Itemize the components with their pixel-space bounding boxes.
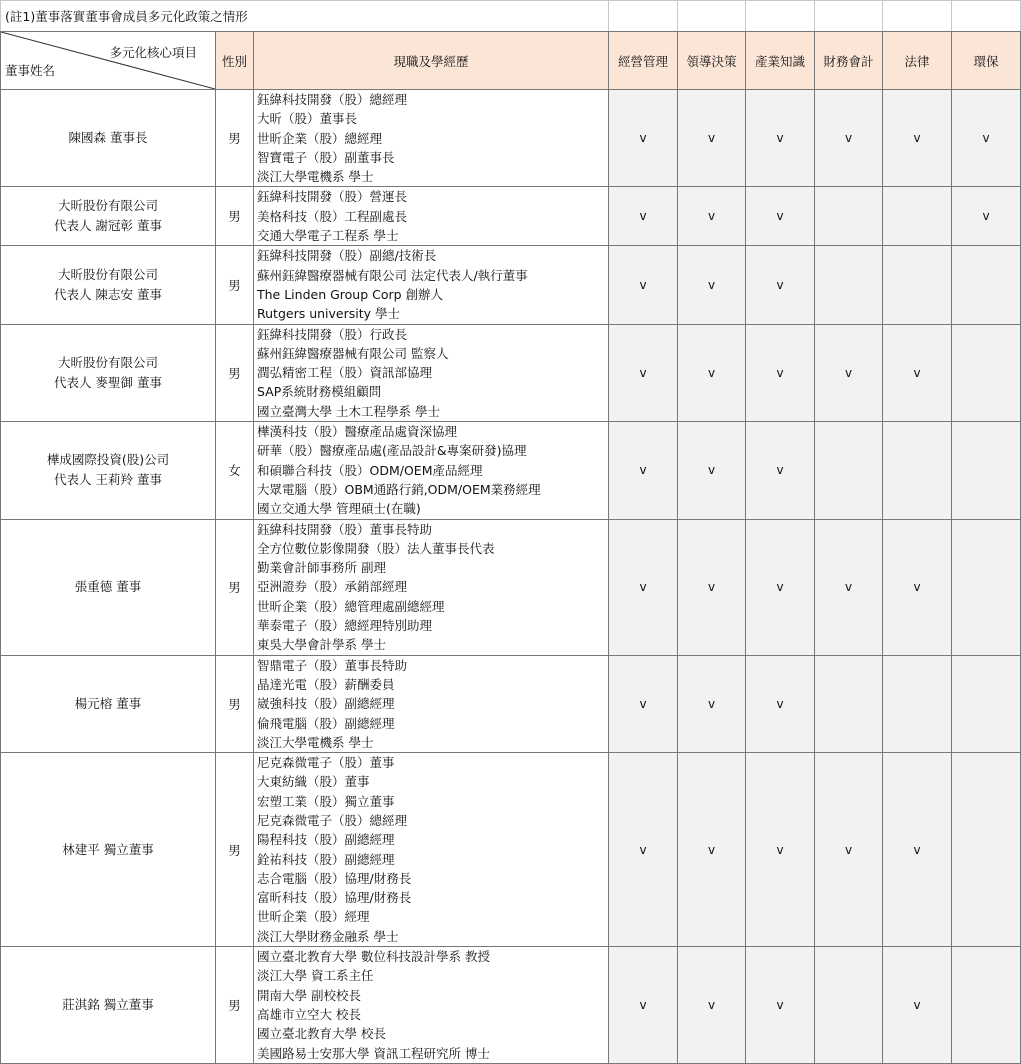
- experience-line: 淡江大學電機系 學士: [257, 169, 374, 185]
- experience-line: 大昕（股）董事長: [257, 111, 358, 127]
- experience-line: 交通大學電子工程系 學士: [257, 228, 399, 244]
- experience-line: 晶達光電（股）薪酬委員: [257, 676, 395, 692]
- table-row: [1, 753, 1021, 947]
- director-name-line: 莊淇銘 獨立董事: [62, 996, 154, 1012]
- skill-mark-industry: v: [746, 246, 815, 324]
- skill-mark-environment: [952, 246, 1021, 324]
- skill-header-law: 法律: [883, 32, 952, 90]
- empty-cell: [609, 1, 678, 32]
- skill-mark-law: [883, 187, 952, 246]
- experience-line: 淡江大學 資工系主任: [257, 968, 374, 984]
- skill-mark-law: [883, 655, 952, 752]
- skill-mark-industry: v: [746, 947, 815, 1064]
- experience-line: SAP系統財務模組顧問: [257, 384, 382, 400]
- director-gender: 男: [216, 187, 254, 246]
- experience-line: 研華（股）醫療產品處(產品設計&專案研發)協理: [257, 443, 527, 459]
- skill-mark-leadership: v: [678, 519, 746, 655]
- skill-header-industry: 產業知識: [746, 32, 815, 90]
- skill-mark-finance: [815, 246, 883, 324]
- director-name: [1, 246, 216, 324]
- experience-line: 國立交通大學 管理碩士(在職): [257, 501, 421, 517]
- skill-mark-management: v: [609, 753, 678, 947]
- skill-mark-leadership: v: [678, 753, 746, 947]
- skill-mark-finance: [815, 655, 883, 752]
- director-name: [1, 947, 216, 1064]
- table-row: [1, 90, 1021, 187]
- director-name: [1, 519, 216, 655]
- experience-line: 世昕企業（股）總管理處副總經理: [257, 598, 445, 614]
- director-name: [1, 90, 216, 187]
- empty-cell: [746, 1, 815, 32]
- experience-line: 鈺緯科技開發（股）董事長特助: [257, 521, 433, 537]
- experience-line: 鈺緯科技開發（股）營運長: [257, 189, 408, 205]
- experience-line: 淡江大學電機系 學士: [257, 734, 374, 750]
- director-gender: 男: [216, 519, 254, 655]
- title-row: [1, 1, 1021, 32]
- skill-mark-management: v: [609, 187, 678, 246]
- experience-line: 銓祐科技（股）副總經理: [257, 851, 395, 867]
- skill-mark-environment: [952, 655, 1021, 752]
- director-name-line: 陳國森 董事長: [68, 130, 148, 146]
- experience-line: 宏塑工業（股）獨立董事: [257, 793, 395, 809]
- experience-line: 潤弘精密工程（股）資訊部協理: [257, 365, 433, 381]
- director-experience: [254, 422, 609, 519]
- director-gender: 男: [216, 246, 254, 324]
- skill-mark-management: v: [609, 655, 678, 752]
- diversity-items-label: 多元化核心項目: [109, 45, 197, 60]
- experience-line: 亞洲證券（股）承銷部經理: [257, 579, 408, 595]
- director-name-line: 代表人 王莉羚 董事: [54, 472, 162, 488]
- skill-mark-industry: v: [746, 422, 815, 519]
- diagonal-header-cell: [1, 32, 216, 90]
- skill-mark-industry: v: [746, 655, 815, 752]
- table-row: [1, 246, 1021, 324]
- skill-mark-industry: v: [746, 324, 815, 421]
- experience-line: 倫飛電腦（股）副總經理: [257, 715, 395, 731]
- empty-cell: [678, 1, 746, 32]
- skill-mark-law: [883, 246, 952, 324]
- director-experience: [254, 753, 609, 947]
- experience-line: 樺漢科技（股）醫療產品處資深協理: [257, 424, 458, 440]
- director-name-line: 大昕股份有限公司: [57, 198, 158, 214]
- skill-header-environment: 環保: [952, 32, 1021, 90]
- experience-line: 蘇州鈺緯醫療器械有限公司 法定代表人/執行董事: [257, 267, 528, 283]
- skill-mark-law: [883, 422, 952, 519]
- director-name-line: 大昕股份有限公司: [57, 266, 158, 282]
- director-name-line: 大昕股份有限公司: [57, 354, 158, 370]
- experience-line: 淡江大學財務金融系 學士: [257, 928, 399, 944]
- director-experience: [254, 90, 609, 187]
- skill-mark-industry: v: [746, 519, 815, 655]
- experience-line: 世昕企業（股）總經理: [257, 130, 383, 146]
- header-row: [1, 32, 1021, 90]
- director-experience: [254, 246, 609, 324]
- skill-mark-law: v: [883, 947, 952, 1064]
- director-gender: 男: [216, 947, 254, 1064]
- experience-line: Rutgers university 學士: [257, 306, 400, 322]
- experience-line: 開南大學 副校校長: [257, 987, 361, 1003]
- experience-line: 陽程科技（股）副總經理: [257, 832, 395, 848]
- skill-header-leadership: 領導決策: [678, 32, 746, 90]
- director-gender: 男: [216, 90, 254, 187]
- director-gender: 男: [216, 655, 254, 752]
- director-name-line: 林建平 獨立董事: [62, 841, 154, 857]
- director-gender: 男: [216, 753, 254, 947]
- experience-line: 和碩聯合科技（股）ODM/OEM產品經理: [257, 462, 483, 478]
- experience-line: 智寶電子（股）副董事長: [257, 149, 395, 165]
- director-gender: 女: [216, 422, 254, 519]
- director-experience: [254, 519, 609, 655]
- experience-line: 華泰電子（股）總經理特別助理: [257, 618, 433, 634]
- skill-mark-finance: v: [815, 324, 883, 421]
- table-row: [1, 947, 1021, 1064]
- skill-mark-leadership: v: [678, 422, 746, 519]
- skill-mark-management: v: [609, 422, 678, 519]
- skill-mark-management: v: [609, 324, 678, 421]
- director-experience: [254, 947, 609, 1064]
- table-row: [1, 519, 1021, 655]
- director-experience: [254, 324, 609, 421]
- experience-line: 鈺緯科技開發（股）副總/技術長: [257, 248, 437, 264]
- skill-mark-leadership: v: [678, 324, 746, 421]
- experience-line: 蘇州鈺緯醫療器械有限公司 監察人: [257, 345, 449, 361]
- experience-line: 國立臺北教育大學 校長: [257, 1026, 386, 1042]
- experience-line: 國立臺北教育大學 數位科技設計學系 教授: [257, 949, 490, 965]
- experience-line: 鈺緯科技開發（股）行政長: [257, 326, 408, 342]
- director-name: [1, 324, 216, 421]
- experience-line: 大東紡織（股）董事: [257, 774, 370, 790]
- skill-mark-environment: [952, 753, 1021, 947]
- director-name: [1, 187, 216, 246]
- table-row: [1, 422, 1021, 519]
- skill-mark-management: v: [609, 90, 678, 187]
- skill-mark-environment: [952, 324, 1021, 421]
- experience-line: 尼克森微電子（股）總經理: [257, 812, 408, 828]
- empty-cell: [883, 1, 952, 32]
- experience-line: The Linden Group Corp 創辦人: [257, 286, 444, 302]
- skill-mark-industry: v: [746, 90, 815, 187]
- director-name-line: 代表人 謝冠彰 董事: [54, 218, 162, 234]
- experience-line: 崴強科技（股）副總經理: [257, 696, 395, 712]
- skill-mark-industry: v: [746, 187, 815, 246]
- experience-line: 富昕科技（股）協理/財務長: [257, 890, 412, 906]
- skill-mark-leadership: v: [678, 246, 746, 324]
- director-experience: [254, 655, 609, 752]
- experience-line: 高雄市立空大 校長: [257, 1006, 361, 1022]
- skill-mark-environment: [952, 519, 1021, 655]
- experience-line: 勤業會計師事務所 副理: [257, 560, 386, 576]
- skill-mark-law: v: [883, 324, 952, 421]
- skill-mark-leadership: v: [678, 947, 746, 1064]
- empty-cell: [952, 1, 1021, 32]
- director-name-line: 代表人 麥聖御 董事: [54, 374, 162, 390]
- table-row: [1, 324, 1021, 421]
- skill-mark-finance: [815, 947, 883, 1064]
- experience-line: 美國路易士安那大學 資訊工程研究所 博士: [257, 1045, 490, 1061]
- table-row: [1, 187, 1021, 246]
- director-name-line: 張重德 董事: [74, 579, 142, 595]
- experience-header: 現職及學經歷: [254, 32, 609, 90]
- experience-line: 東吳大學會計學系 學士: [257, 637, 386, 653]
- skill-mark-environment: v: [952, 90, 1021, 187]
- skill-mark-environment: [952, 947, 1021, 1064]
- experience-line: 大眾電腦（股）OBM通路行銷,ODM/OEM業務經理: [257, 481, 541, 497]
- table-title: (註1)董事落實董事會成員多元化政策之情形: [1, 1, 609, 32]
- director-name-line: 代表人 陳志安 董事: [54, 286, 162, 302]
- skill-mark-leadership: v: [678, 90, 746, 187]
- experience-line: 國立臺灣大學 土木工程學系 學士: [257, 403, 440, 419]
- skill-mark-industry: v: [746, 753, 815, 947]
- skill-mark-management: v: [609, 947, 678, 1064]
- director-name: [1, 422, 216, 519]
- skill-mark-finance: v: [815, 519, 883, 655]
- director-name: [1, 655, 216, 752]
- skill-mark-leadership: v: [678, 655, 746, 752]
- skill-mark-environment: [952, 422, 1021, 519]
- director-name: [1, 753, 216, 947]
- gender-header: 性別: [216, 32, 254, 90]
- skill-mark-management: v: [609, 519, 678, 655]
- experience-line: 全方位數位影像開發（股）法人董事長代表: [257, 540, 495, 556]
- experience-line: 智鼎電子（股）董事長特助: [257, 657, 408, 673]
- experience-line: 美格科技（股）工程副處長: [257, 208, 408, 224]
- skill-mark-law: v: [883, 753, 952, 947]
- director-name-line: 樺成國際投資(股)公司: [46, 452, 170, 468]
- skill-mark-finance: [815, 422, 883, 519]
- director-gender: 男: [216, 324, 254, 421]
- skill-mark-leadership: v: [678, 187, 746, 246]
- director-experience: [254, 187, 609, 246]
- director-name-label: 董事姓名: [5, 63, 56, 78]
- experience-line: 世昕企業（股）經理: [257, 909, 370, 925]
- director-name-line: 楊元榕 董事: [74, 695, 142, 711]
- experience-line: 志合電腦（股）協理/財務長: [257, 870, 412, 886]
- table-row: [1, 655, 1021, 752]
- skill-mark-finance: v: [815, 90, 883, 187]
- skill-mark-environment: v: [952, 187, 1021, 246]
- skill-mark-management: v: [609, 246, 678, 324]
- skill-header-finance: 財務會計: [815, 32, 883, 90]
- skill-mark-law: v: [883, 90, 952, 187]
- experience-line: 尼克森微電子（股）董事: [257, 755, 395, 771]
- skill-mark-finance: [815, 187, 883, 246]
- skill-mark-law: v: [883, 519, 952, 655]
- empty-cell: [815, 1, 883, 32]
- skill-mark-finance: v: [815, 753, 883, 947]
- experience-line: 鈺緯科技開發（股）總經理: [257, 92, 408, 107]
- skill-header-management: 經營管理: [609, 32, 678, 90]
